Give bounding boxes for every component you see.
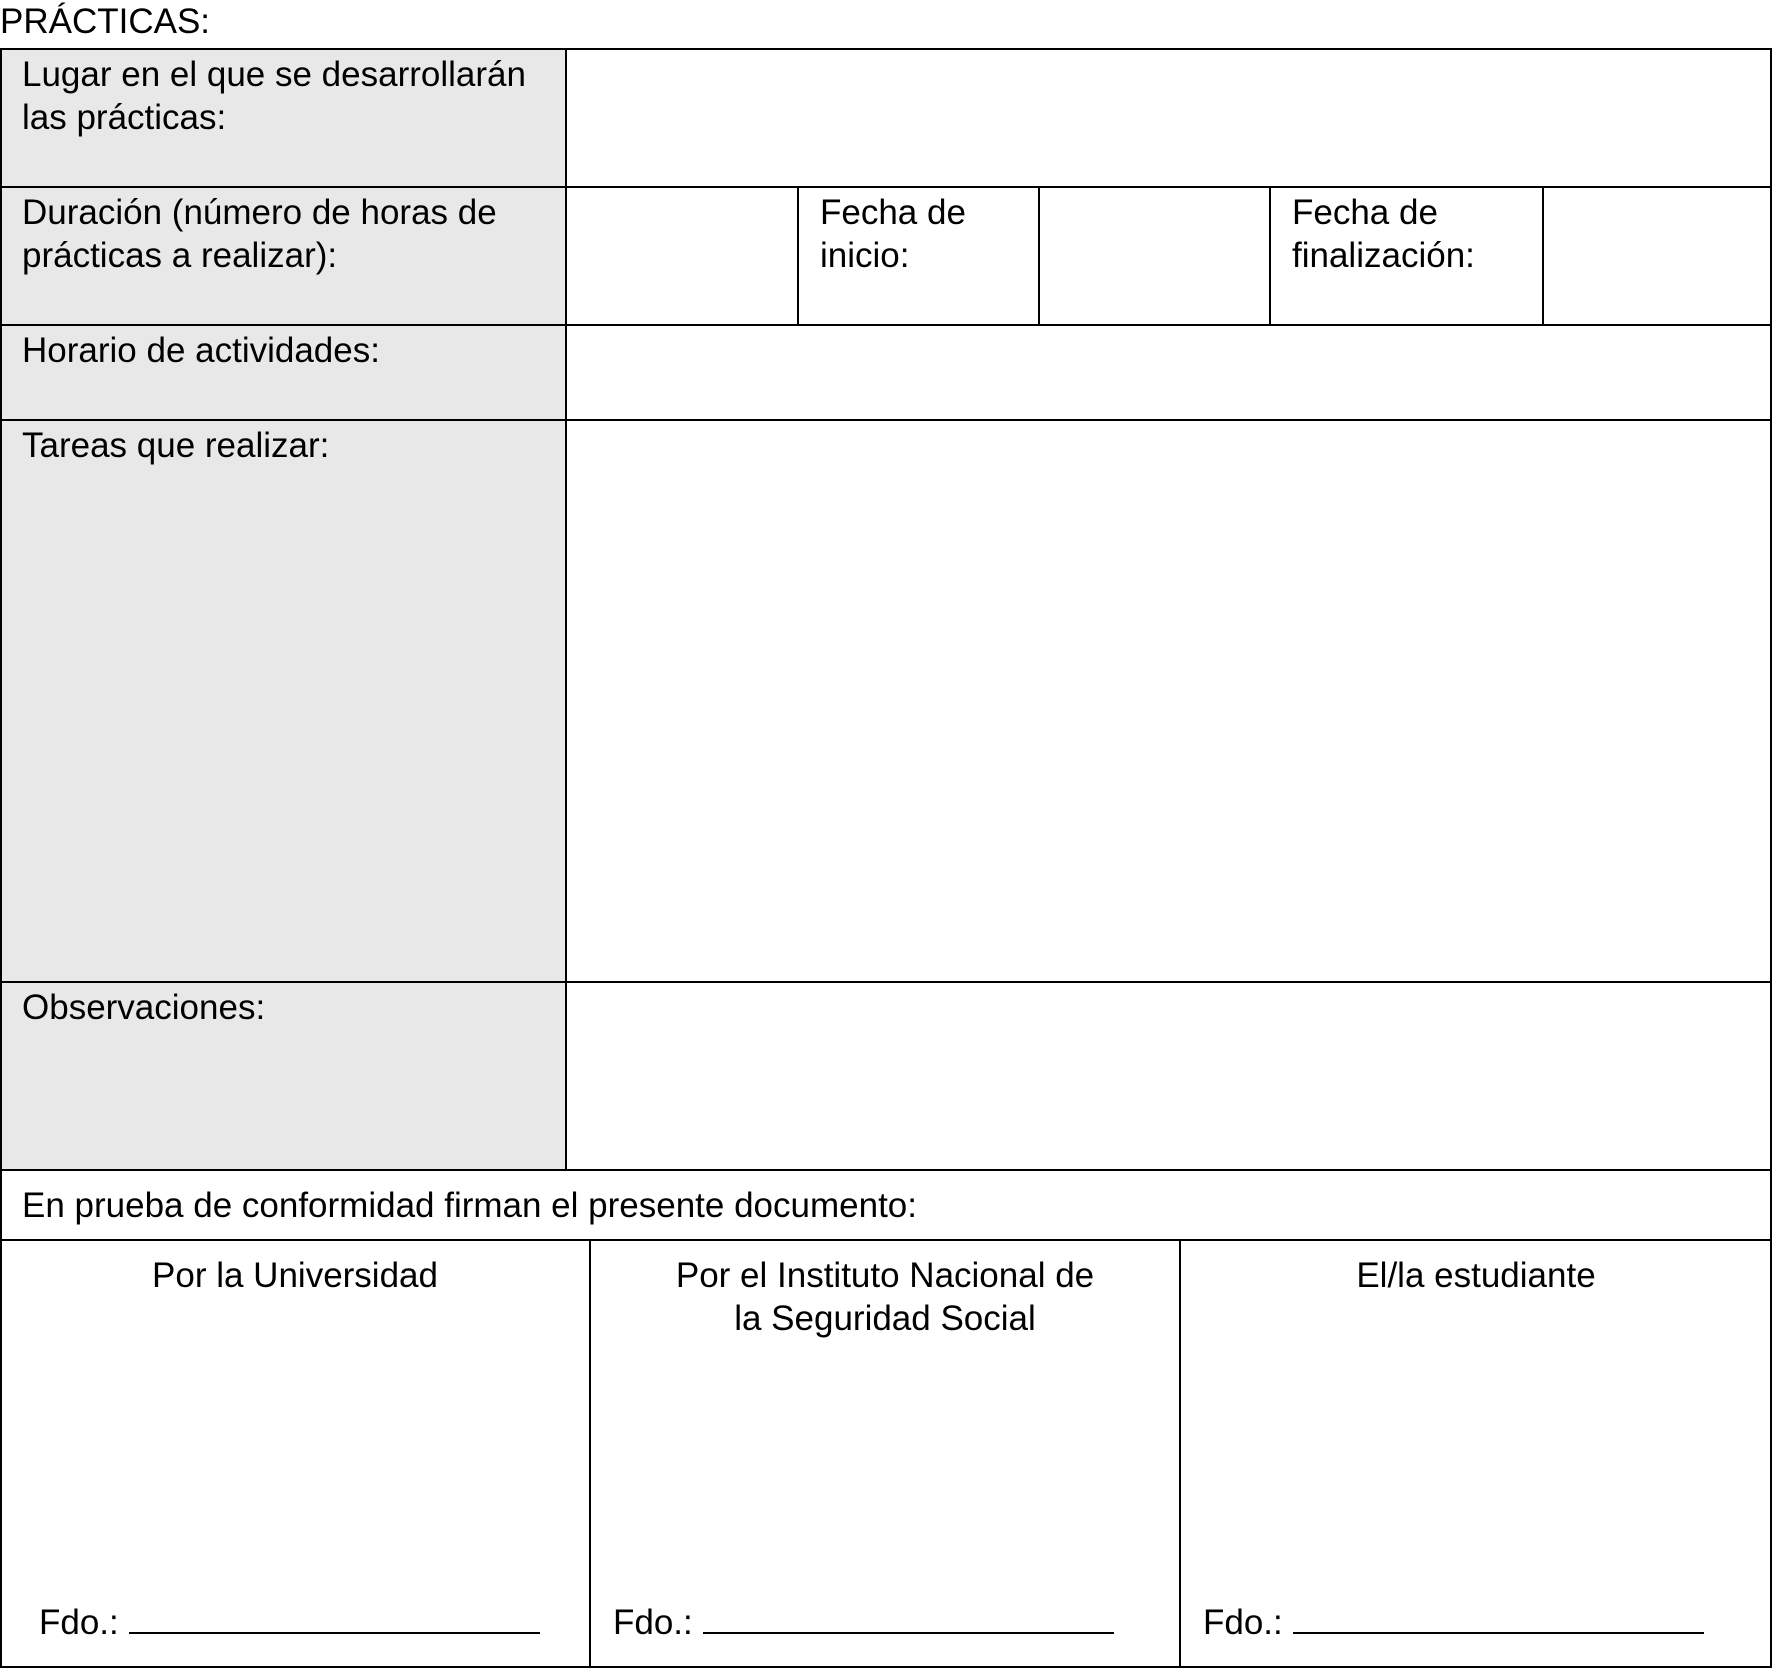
horario-label: Horario de actividades: bbox=[0, 325, 566, 420]
tareas-field[interactable] bbox=[566, 420, 1772, 982]
signature-blank[interactable] bbox=[703, 1602, 1114, 1634]
signature-blank[interactable] bbox=[129, 1602, 540, 1634]
fdo-label: Fdo.: bbox=[1203, 1603, 1283, 1642]
table-divider bbox=[0, 1239, 1772, 1241]
fecha-inicio-label: Fecha de inicio: bbox=[798, 187, 1039, 325]
fecha-fin-label: Fecha de finalización: bbox=[1270, 187, 1543, 325]
signature-line[interactable] bbox=[39, 1601, 540, 1644]
observaciones-field[interactable] bbox=[566, 982, 1772, 1170]
fecha-inicio-field[interactable] bbox=[1039, 187, 1270, 325]
table-divider bbox=[0, 1169, 1772, 1171]
duracion-field[interactable] bbox=[566, 187, 798, 325]
table-divider bbox=[1038, 186, 1040, 326]
table-divider bbox=[0, 324, 1772, 326]
table-border-top bbox=[0, 48, 1772, 50]
table-divider bbox=[797, 186, 799, 326]
table-border-bottom bbox=[0, 1666, 1772, 1668]
table-divider bbox=[589, 1239, 591, 1668]
fecha-fin-field[interactable] bbox=[1543, 187, 1772, 325]
signature-title: Por la Universidad bbox=[152, 1256, 438, 1295]
horario-field[interactable] bbox=[566, 325, 1772, 420]
table-border-left bbox=[0, 48, 2, 1668]
table-divider bbox=[1269, 186, 1271, 326]
table-divider bbox=[565, 48, 567, 1171]
table-divider bbox=[0, 186, 1772, 188]
signature-line[interactable] bbox=[1203, 1601, 1704, 1644]
lugar-field[interactable] bbox=[566, 49, 1772, 187]
signature-line[interactable] bbox=[613, 1601, 1114, 1644]
table-divider bbox=[1179, 1239, 1181, 1668]
observaciones-label: Observaciones: bbox=[0, 982, 566, 1170]
fdo-label: Fdo.: bbox=[39, 1603, 119, 1642]
table-divider bbox=[1542, 186, 1544, 326]
section-title: PRÁCTICAS: bbox=[0, 2, 211, 41]
duracion-label: Duración (número de horas de prácticas a realizar): bbox=[0, 187, 566, 325]
table-divider bbox=[0, 419, 1772, 421]
signature-blank[interactable] bbox=[1293, 1602, 1704, 1634]
signature-title: El/la estudiante bbox=[1356, 1256, 1596, 1295]
signature-intro: En prueba de conformidad firman el presente documento: bbox=[0, 1170, 1772, 1240]
fdo-label: Fdo.: bbox=[613, 1603, 693, 1642]
tareas-label: Tareas que realizar: bbox=[0, 420, 566, 982]
signature-title: Por el Instituto Nacional de la Seguridad Social bbox=[675, 1256, 1095, 1338]
lugar-label: Lugar en el que se desarrollarán las prácticas: bbox=[0, 49, 566, 187]
table-divider bbox=[0, 981, 1772, 983]
